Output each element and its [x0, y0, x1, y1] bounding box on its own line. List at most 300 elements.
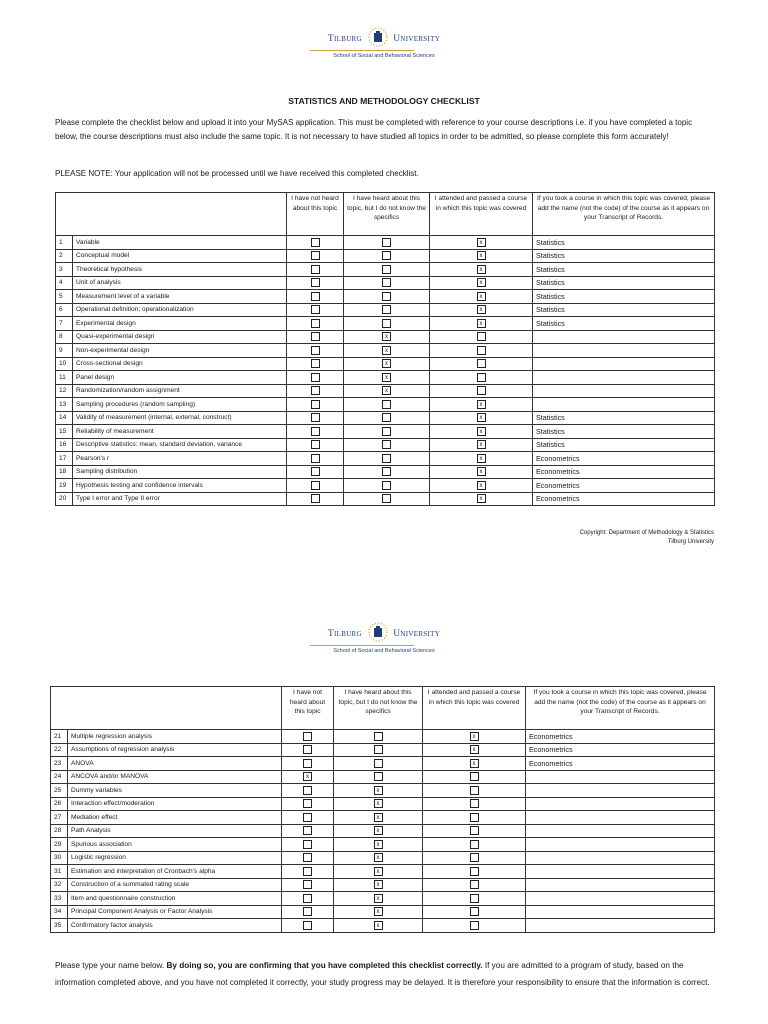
- topic-name: Construction of a summated rating scale: [68, 878, 282, 892]
- course-name-cell[interactable]: [526, 811, 715, 825]
- checkbox-cell-not-heard: [282, 878, 334, 892]
- checkbox-passed[interactable]: [470, 786, 479, 795]
- checkbox-cell-passed: [430, 330, 533, 344]
- checkbox-passed[interactable]: x: [477, 265, 486, 274]
- checkbox-not-heard[interactable]: [303, 853, 312, 862]
- checkbox-cell-not-heard: [287, 330, 344, 344]
- checkbox-passed[interactable]: x: [477, 400, 486, 409]
- checkbox-not-heard[interactable]: [303, 867, 312, 876]
- logo-right-word: University: [393, 33, 441, 44]
- checkbox-passed[interactable]: x: [470, 732, 479, 741]
- logo-wordmark: [0, 26, 768, 51]
- checkbox-not-heard[interactable]: [311, 386, 320, 395]
- checkbox-heard[interactable]: [382, 292, 391, 301]
- checkbox-heard[interactable]: x: [374, 921, 383, 930]
- checkbox-cell-heard: [344, 479, 430, 493]
- course-name-cell[interactable]: Econometrics: [533, 452, 715, 466]
- checkbox-passed[interactable]: x: [477, 238, 486, 247]
- checkbox-not-heard[interactable]: [311, 251, 320, 260]
- checkbox-cell-heard: [334, 892, 423, 906]
- checkbox-not-heard[interactable]: [311, 440, 320, 449]
- checkbox-passed[interactable]: [470, 826, 479, 835]
- course-name-cell[interactable]: [526, 865, 715, 879]
- checkbox-not-heard[interactable]: [303, 826, 312, 835]
- checklist-table-1: [55, 192, 715, 506]
- checkbox-cell-not-heard: [282, 811, 334, 825]
- checkbox-heard[interactable]: x: [382, 332, 391, 341]
- table-row: [56, 290, 715, 304]
- intro-paragraph: Please complete the checklist below and upload it into your MySAS application. This must be completed with reference to your course descriptions i.e. if you have completed a topic below, the course descriptions must also include the same topic. It is not necessary to have studied all topics in order to be admitted, so please complete this form accurately!: [55, 118, 693, 141]
- topic-name: ANOVA: [68, 757, 282, 771]
- table-row: [56, 317, 715, 331]
- checkbox-heard[interactable]: x: [374, 853, 383, 862]
- table-row: [56, 452, 715, 466]
- checkbox-passed[interactable]: [470, 894, 479, 903]
- checkbox-cell-not-heard: [287, 357, 344, 371]
- checkbox-not-heard[interactable]: [303, 894, 312, 903]
- course-name-cell[interactable]: [526, 919, 715, 933]
- table-row: [56, 492, 715, 506]
- topic-name: Estimation and interpretation of Cronbach's alpha: [68, 865, 282, 879]
- checkbox-cell-heard: [344, 465, 430, 479]
- row-number: 31: [51, 865, 68, 879]
- checkbox-not-heard[interactable]: [303, 880, 312, 889]
- checkbox-heard[interactable]: x: [382, 386, 391, 395]
- checkbox-cell-not-heard: [282, 905, 334, 919]
- table-2-body: [51, 730, 715, 933]
- checkbox-cell-passed: [430, 317, 533, 331]
- checkbox-cell-heard: [334, 730, 423, 744]
- course-name-cell[interactable]: Econometrics: [533, 465, 715, 479]
- checkbox-cell-heard: [334, 784, 423, 798]
- checkbox-cell-heard: [344, 492, 430, 506]
- row-number: 20: [56, 492, 73, 506]
- checkbox-cell-heard: [334, 797, 423, 811]
- table-row: [51, 770, 715, 784]
- checkbox-cell-heard: [344, 344, 430, 358]
- table-row: [56, 236, 715, 250]
- checkbox-cell-not-heard: [287, 371, 344, 385]
- checkbox-cell-passed: [430, 276, 533, 290]
- course-name-cell[interactable]: [526, 905, 715, 919]
- header-not-heard: I have not heard about this topic: [287, 193, 344, 236]
- table-row: [56, 465, 715, 479]
- checkbox-not-heard[interactable]: [311, 332, 320, 341]
- checkbox-cell-passed: [430, 452, 533, 466]
- checkbox-cell-heard: [344, 317, 430, 331]
- header-passed: I attended and passed a course in which this topic was covered: [423, 687, 526, 730]
- checkbox-heard[interactable]: [382, 481, 391, 490]
- header-heard: I have heard about this topic, but I do not know the specifics: [344, 193, 430, 236]
- course-name-cell[interactable]: Statistics: [533, 276, 715, 290]
- checkbox-cell-not-heard: [282, 824, 334, 838]
- checkbox-heard[interactable]: x: [374, 813, 383, 822]
- row-number: 27: [51, 811, 68, 825]
- course-name-cell[interactable]: [526, 797, 715, 811]
- topic-name: Sampling distribution: [73, 465, 287, 479]
- checkbox-cell-not-heard: [287, 249, 344, 263]
- table-row: [51, 919, 715, 933]
- checkbox-passed[interactable]: [470, 853, 479, 862]
- course-name-cell[interactable]: [533, 384, 715, 398]
- checkbox-heard[interactable]: [382, 494, 391, 503]
- checkbox-cell-passed: [430, 236, 533, 250]
- row-number: 22: [51, 743, 68, 757]
- checkbox-cell-passed: [423, 865, 526, 879]
- course-name-cell[interactable]: Statistics: [533, 290, 715, 304]
- course-name-cell[interactable]: Econometrics: [526, 743, 715, 757]
- course-name-cell[interactable]: Statistics: [533, 249, 715, 263]
- checkbox-heard[interactable]: [382, 440, 391, 449]
- checkbox-cell-passed: [430, 371, 533, 385]
- checkbox-passed[interactable]: x: [477, 481, 486, 490]
- university-logo-page-2: [0, 619, 768, 659]
- course-name-cell[interactable]: [526, 824, 715, 838]
- checkbox-passed[interactable]: x: [477, 278, 486, 287]
- checkbox-heard[interactable]: x: [374, 894, 383, 903]
- checkbox-not-heard[interactable]: [311, 413, 320, 422]
- checkbox-not-heard[interactable]: [311, 481, 320, 490]
- course-name-cell[interactable]: [526, 838, 715, 852]
- topic-name: Pearson's r: [73, 452, 287, 466]
- checkbox-passed[interactable]: x: [477, 494, 486, 503]
- table-row: [56, 425, 715, 439]
- table-row: [56, 357, 715, 371]
- checkbox-heard[interactable]: [382, 278, 391, 287]
- checkbox-cell-heard: [344, 290, 430, 304]
- topic-name: Operational definition; operationalization: [73, 303, 287, 317]
- course-name-cell[interactable]: Statistics: [533, 303, 715, 317]
- checkbox-heard[interactable]: x: [374, 880, 383, 889]
- table-1-body: [56, 236, 715, 506]
- checkbox-cell-not-heard: [287, 438, 344, 452]
- row-number: 30: [51, 851, 68, 865]
- checkbox-heard[interactable]: [382, 305, 391, 314]
- checkbox-not-heard[interactable]: [311, 319, 320, 328]
- checkbox-passed[interactable]: x: [477, 427, 486, 436]
- logo-left-word: Tilburg: [327, 628, 362, 639]
- checkbox-heard[interactable]: [382, 251, 391, 260]
- checkbox-heard[interactable]: [382, 454, 391, 463]
- checkbox-not-heard[interactable]: [311, 373, 320, 382]
- course-name-cell[interactable]: Statistics: [533, 317, 715, 331]
- closing-part-1: Please type your name below.: [55, 961, 167, 970]
- checkbox-cell-heard: [344, 276, 430, 290]
- topic-name: Variable: [73, 236, 287, 250]
- course-name-cell[interactable]: [533, 371, 715, 385]
- checkbox-passed[interactable]: [477, 359, 486, 368]
- course-name-cell[interactable]: Statistics: [533, 425, 715, 439]
- logo-subtitle: School of Social and Behavioral Sciences: [333, 53, 435, 59]
- checkbox-passed[interactable]: [470, 813, 479, 822]
- checkbox-not-heard[interactable]: [303, 921, 312, 930]
- course-name-cell[interactable]: Statistics: [533, 263, 715, 277]
- topic-name: Panel design: [73, 371, 287, 385]
- checkbox-passed[interactable]: [477, 346, 486, 355]
- checkbox-passed[interactable]: x: [477, 292, 486, 301]
- checkbox-passed[interactable]: x: [477, 440, 486, 449]
- table-row: [51, 824, 715, 838]
- checkbox-not-heard[interactable]: [311, 292, 320, 301]
- row-number: 35: [51, 919, 68, 933]
- checkbox-not-heard[interactable]: [303, 799, 312, 808]
- crest-icon: [367, 621, 389, 646]
- topic-name: Confirmatory factor analysis: [68, 919, 282, 933]
- checkbox-cell-passed: [430, 398, 533, 412]
- checkbox-cell-not-heard: [287, 344, 344, 358]
- row-number: 26: [51, 797, 68, 811]
- checkbox-cell-passed: [423, 905, 526, 919]
- header-blank: [51, 687, 282, 730]
- row-number: 25: [51, 784, 68, 798]
- checkbox-not-heard[interactable]: [311, 359, 320, 368]
- course-name-cell[interactable]: [533, 357, 715, 371]
- checkbox-heard[interactable]: [382, 400, 391, 409]
- checkbox-not-heard[interactable]: x: [303, 772, 312, 781]
- checkbox-passed[interactable]: x: [477, 467, 486, 476]
- checkbox-cell-passed: [430, 249, 533, 263]
- header-course-name: If you took a course in which this topic was covered, please add the name (not the code) of the course as it appears on your Transcript of Records.: [526, 687, 715, 730]
- checkbox-cell-heard: [344, 452, 430, 466]
- checkbox-passed[interactable]: [470, 921, 479, 930]
- topic-name: Reliability of measurement: [73, 425, 287, 439]
- checkbox-cell-heard: [334, 865, 423, 879]
- checkbox-heard[interactable]: [382, 413, 391, 422]
- checkbox-heard[interactable]: [382, 265, 391, 274]
- row-number: 3: [56, 263, 73, 277]
- checkbox-cell-heard: [334, 851, 423, 865]
- topic-name: Unit of analysis: [73, 276, 287, 290]
- checkbox-passed[interactable]: [470, 840, 479, 849]
- row-number: 6: [56, 303, 73, 317]
- checkbox-passed[interactable]: [470, 867, 479, 876]
- checkbox-cell-not-heard: [282, 919, 334, 933]
- course-name-cell[interactable]: [526, 878, 715, 892]
- topic-name: Assumptions of regression analysis: [68, 743, 282, 757]
- row-number: 17: [56, 452, 73, 466]
- closing-part-2: If you are admitted to a program of study, based on the information completed above, and you have not completed it correctly, your study progress may be delayed. It is therefore your responsibility to ensure that the information is correct.: [55, 961, 710, 987]
- checkbox-cell-passed: [430, 425, 533, 439]
- checkbox-cell-passed: [423, 878, 526, 892]
- checkbox-not-heard[interactable]: [311, 467, 320, 476]
- checkbox-cell-not-heard: [287, 236, 344, 250]
- university-logo: [0, 24, 768, 64]
- row-number: 16: [56, 438, 73, 452]
- checkbox-passed[interactable]: [470, 799, 479, 808]
- checkbox-cell-not-heard: [287, 465, 344, 479]
- table-row: [51, 878, 715, 892]
- checkbox-cell-heard: [344, 398, 430, 412]
- course-name-cell[interactable]: Statistics: [533, 236, 715, 250]
- checkbox-cell-heard: [334, 878, 423, 892]
- table-row: [51, 865, 715, 879]
- topic-name: Non-experimental design: [73, 344, 287, 358]
- checkbox-heard[interactable]: x: [382, 359, 391, 368]
- course-name-cell[interactable]: [526, 770, 715, 784]
- checkbox-cell-passed: [423, 838, 526, 852]
- checkbox-cell-not-heard: [287, 290, 344, 304]
- checkbox-cell-not-heard: [282, 797, 334, 811]
- row-number: 12: [56, 384, 73, 398]
- checkbox-cell-heard: [334, 743, 423, 757]
- topic-name: Theoretical hypothesis: [73, 263, 287, 277]
- checkbox-not-heard[interactable]: [311, 346, 320, 355]
- checkbox-not-heard[interactable]: [311, 278, 320, 287]
- table-row: [56, 330, 715, 344]
- row-number: 34: [51, 905, 68, 919]
- checkbox-not-heard[interactable]: [311, 454, 320, 463]
- row-number: 23: [51, 757, 68, 771]
- logo-left-word: Tilburg: [327, 33, 362, 44]
- table-row: [56, 384, 715, 398]
- checkbox-heard[interactable]: [374, 772, 383, 781]
- row-number: 1: [56, 236, 73, 250]
- checkbox-heard[interactable]: x: [374, 840, 383, 849]
- course-name-cell[interactable]: [526, 784, 715, 798]
- topic-name: Hypothesis testing and confidence intervals: [73, 479, 287, 493]
- checkbox-passed[interactable]: [477, 386, 486, 395]
- checkbox-not-heard[interactable]: [303, 732, 312, 741]
- logo-wordmark: [0, 621, 768, 646]
- checkbox-heard[interactable]: x: [374, 826, 383, 835]
- checkbox-cell-heard: [334, 838, 423, 852]
- checkbox-heard[interactable]: [374, 759, 383, 768]
- checkbox-not-heard[interactable]: [303, 745, 312, 754]
- topic-name: Dummy variables: [68, 784, 282, 798]
- checkbox-cell-not-heard: [282, 838, 334, 852]
- checkbox-cell-passed: [423, 892, 526, 906]
- course-name-cell[interactable]: Statistics: [533, 411, 715, 425]
- checkbox-not-heard[interactable]: [311, 427, 320, 436]
- course-name-cell[interactable]: Econometrics: [526, 730, 715, 744]
- checkbox-cell-not-heard: [282, 851, 334, 865]
- checkbox-not-heard[interactable]: [303, 813, 312, 822]
- header-passed: I attended and passed a course in which this topic was covered: [430, 193, 533, 236]
- header-not-heard: I have not heard about this topic: [282, 687, 334, 730]
- row-number: 21: [51, 730, 68, 744]
- checkbox-cell-passed: [430, 303, 533, 317]
- crest-icon: [367, 26, 389, 51]
- header-course-name: If you took a course in which this topic was covered, please add the name (not the code) of the course as it appears on your Transcript of Records.: [533, 193, 715, 236]
- checkbox-cell-heard: [344, 236, 430, 250]
- checkbox-not-heard[interactable]: [303, 786, 312, 795]
- checkbox-not-heard[interactable]: [311, 305, 320, 314]
- checkbox-not-heard[interactable]: [303, 907, 312, 916]
- checkbox-cell-passed: [430, 263, 533, 277]
- row-number: 28: [51, 824, 68, 838]
- course-name-cell[interactable]: [533, 398, 715, 412]
- course-name-cell[interactable]: [533, 330, 715, 344]
- checkbox-heard[interactable]: x: [374, 867, 383, 876]
- checkbox-passed[interactable]: [477, 373, 486, 382]
- closing-paragraph: [55, 957, 715, 991]
- checkbox-cell-heard: [334, 757, 423, 771]
- topic-name: Mediation effect: [68, 811, 282, 825]
- topic-name: Item and questionnaire construction: [68, 892, 282, 906]
- table-row: [56, 371, 715, 385]
- topic-name: Sampling procedures (random sampling): [73, 398, 287, 412]
- checkbox-passed[interactable]: x: [477, 413, 486, 422]
- checkbox-passed[interactable]: x: [477, 251, 486, 260]
- row-number: 29: [51, 838, 68, 852]
- course-name-cell[interactable]: Econometrics: [533, 479, 715, 493]
- checkbox-passed[interactable]: [470, 907, 479, 916]
- checkbox-passed[interactable]: x: [477, 305, 486, 314]
- checkbox-passed[interactable]: x: [477, 319, 486, 328]
- checkbox-heard[interactable]: x: [374, 799, 383, 808]
- checkbox-cell-not-heard: [287, 479, 344, 493]
- row-number: 10: [56, 357, 73, 371]
- checkbox-passed[interactable]: [470, 880, 479, 889]
- row-number: 11: [56, 371, 73, 385]
- checkbox-cell-not-heard: [287, 398, 344, 412]
- checkbox-heard[interactable]: x: [374, 786, 383, 795]
- course-name-cell[interactable]: Econometrics: [533, 492, 715, 506]
- topic-name: Type I error and Type II error: [73, 492, 287, 506]
- copyright-line-2: Tilburg University: [667, 539, 714, 545]
- checkbox-not-heard[interactable]: [303, 759, 312, 768]
- checkbox-not-heard[interactable]: [311, 400, 320, 409]
- checkbox-heard[interactable]: x: [374, 907, 383, 916]
- checkbox-passed[interactable]: x: [470, 745, 479, 754]
- course-name-cell[interactable]: [533, 344, 715, 358]
- checkbox-cell-heard: [344, 357, 430, 371]
- course-name-cell[interactable]: Econometrics: [526, 757, 715, 771]
- table-row: [51, 784, 715, 798]
- checkbox-cell-heard: [344, 384, 430, 398]
- checkbox-heard[interactable]: [382, 467, 391, 476]
- checkbox-cell-passed: [430, 384, 533, 398]
- checkbox-cell-heard: [334, 824, 423, 838]
- checkbox-passed[interactable]: [470, 772, 479, 781]
- checkbox-passed[interactable]: x: [470, 759, 479, 768]
- topic-name: Measurement level of a variable: [73, 290, 287, 304]
- table-row: [51, 730, 715, 744]
- checkbox-passed[interactable]: [477, 332, 486, 341]
- checkbox-cell-passed: [423, 730, 526, 744]
- checkbox-heard[interactable]: x: [382, 373, 391, 382]
- checkbox-heard[interactable]: [374, 745, 383, 754]
- logo-subtitle: School of Social and Behavioral Sciences: [333, 648, 435, 654]
- logo-right-word: University: [393, 628, 441, 639]
- checkbox-not-heard[interactable]: [311, 238, 320, 247]
- checkbox-heard[interactable]: [382, 319, 391, 328]
- checkbox-cell-not-heard: [282, 892, 334, 906]
- topic-name: Path Analysis: [68, 824, 282, 838]
- checkbox-not-heard[interactable]: [311, 265, 320, 274]
- topic-name: Multiple regression analysis: [68, 730, 282, 744]
- checkbox-cell-heard: [344, 425, 430, 439]
- checkbox-cell-not-heard: [287, 303, 344, 317]
- header-blank: [56, 193, 287, 236]
- table-row: [56, 479, 715, 493]
- checkbox-cell-heard: [344, 249, 430, 263]
- checkbox-heard[interactable]: [382, 238, 391, 247]
- checkbox-heard[interactable]: [382, 427, 391, 436]
- course-name-cell[interactable]: [526, 851, 715, 865]
- checkbox-not-heard[interactable]: [311, 494, 320, 503]
- course-name-cell[interactable]: [526, 892, 715, 906]
- row-number: 2: [56, 249, 73, 263]
- checkbox-not-heard[interactable]: [303, 840, 312, 849]
- checkbox-heard[interactable]: x: [382, 346, 391, 355]
- checkbox-passed[interactable]: x: [477, 454, 486, 463]
- topic-name: ANCOVA and/or MANOVA: [68, 770, 282, 784]
- course-name-cell[interactable]: Statistics: [533, 438, 715, 452]
- checkbox-heard[interactable]: [374, 732, 383, 741]
- topic-name: Spurious association: [68, 838, 282, 852]
- topic-name: Quasi-experimental design: [73, 330, 287, 344]
